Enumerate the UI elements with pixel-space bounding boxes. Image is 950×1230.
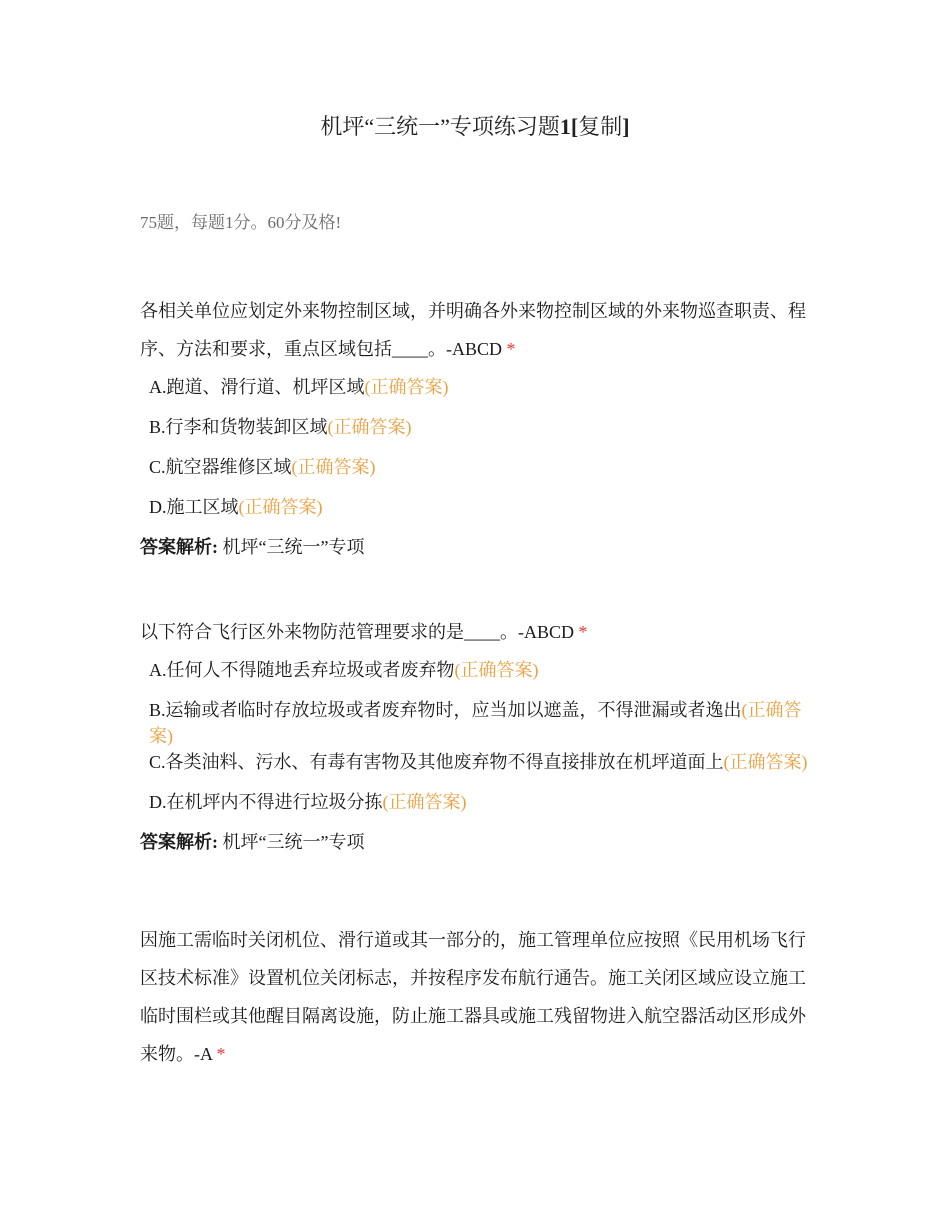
answer-analysis — [140, 829, 820, 855]
required-star: * — [578, 622, 588, 642]
correct-answer-tag: (正确答案) — [382, 792, 467, 812]
required-star: * — [216, 1044, 226, 1064]
analysis-text: 机坪“三统一”专项 — [222, 832, 365, 852]
correct-answer-tag: (正确答案) — [327, 417, 412, 437]
option-d: D.在机坪内不得进行垃圾分拣(正确答案) — [149, 792, 467, 812]
option-c: C.航空器维修区域(正确答案) — [149, 457, 376, 477]
question-2 — [140, 613, 820, 855]
option-d: D.施工区域(正确答案) — [149, 497, 323, 517]
correct-answer-tag: (正确答案) — [149, 700, 802, 746]
answer-analysis — [140, 534, 820, 560]
analysis-label: 答案解析: — [140, 537, 218, 557]
option-b: B.运输或者临时存放垃圾或者废弃物时，应当加以遮盖，不得泄漏或者逸出(正确答案) — [149, 700, 802, 746]
option-a: A.任何人不得随地丢弃垃圾或者废弃物(正确答案) — [149, 660, 539, 680]
title-number: 1[ — [559, 114, 579, 139]
question-text: 各相关单位应划定外来物控制区域，并明确各外来物控制区域的外来物巡查职责、程序、方法和要求，重点区域包括____。-ABCD * — [140, 301, 806, 359]
correct-answer-tag: (正确答案) — [454, 660, 539, 680]
required-star: * — [506, 339, 516, 359]
title-main: 机坪“三统一”专项练习题 — [320, 114, 560, 139]
title-copy: 复制 — [578, 114, 623, 139]
analysis-text: 机坪“三统一”专项 — [222, 537, 365, 557]
question-text: 以下符合飞行区外来物防范管理要求的是____。-ABCD * — [140, 622, 588, 642]
option-list — [149, 374, 820, 520]
correct-answer-tag: (正确答案) — [723, 752, 808, 772]
page-title — [0, 110, 950, 141]
question-3 — [140, 921, 820, 1073]
option-c: C.各类油料、污水、有毒有害物及其他废弃物不得直接排放在机坪道面上(正确答案) — [149, 752, 808, 772]
option-a: A.跑道、滑行道、机坪区域(正确答案) — [149, 377, 449, 397]
correct-answer-tag: (正确答案) — [291, 457, 376, 477]
question-text: 因施工需临时关闭机位、滑行道或其一部分的，施工管理单位应按照《民用机场飞行区技术标准》设置机位关闭标志，并按程序发布航行通告。施工关闭区域应设立施工临时围栏或其他醒目隔离设施，防止施工器具或施工残留物进入航空器活动区形成外来物。-A * — [140, 930, 806, 1064]
quiz-intro: 75题，每题1分。60分及格! — [140, 213, 342, 232]
correct-answer-tag: (正确答案) — [238, 497, 323, 517]
title-bracket: ] — [622, 114, 630, 139]
correct-answer-tag: (正确答案) — [364, 377, 449, 397]
option-b: B.行李和货物装卸区域(正确答案) — [149, 417, 412, 437]
analysis-label: 答案解析: — [140, 832, 218, 852]
option-list — [149, 657, 820, 815]
question-1 — [140, 292, 820, 560]
